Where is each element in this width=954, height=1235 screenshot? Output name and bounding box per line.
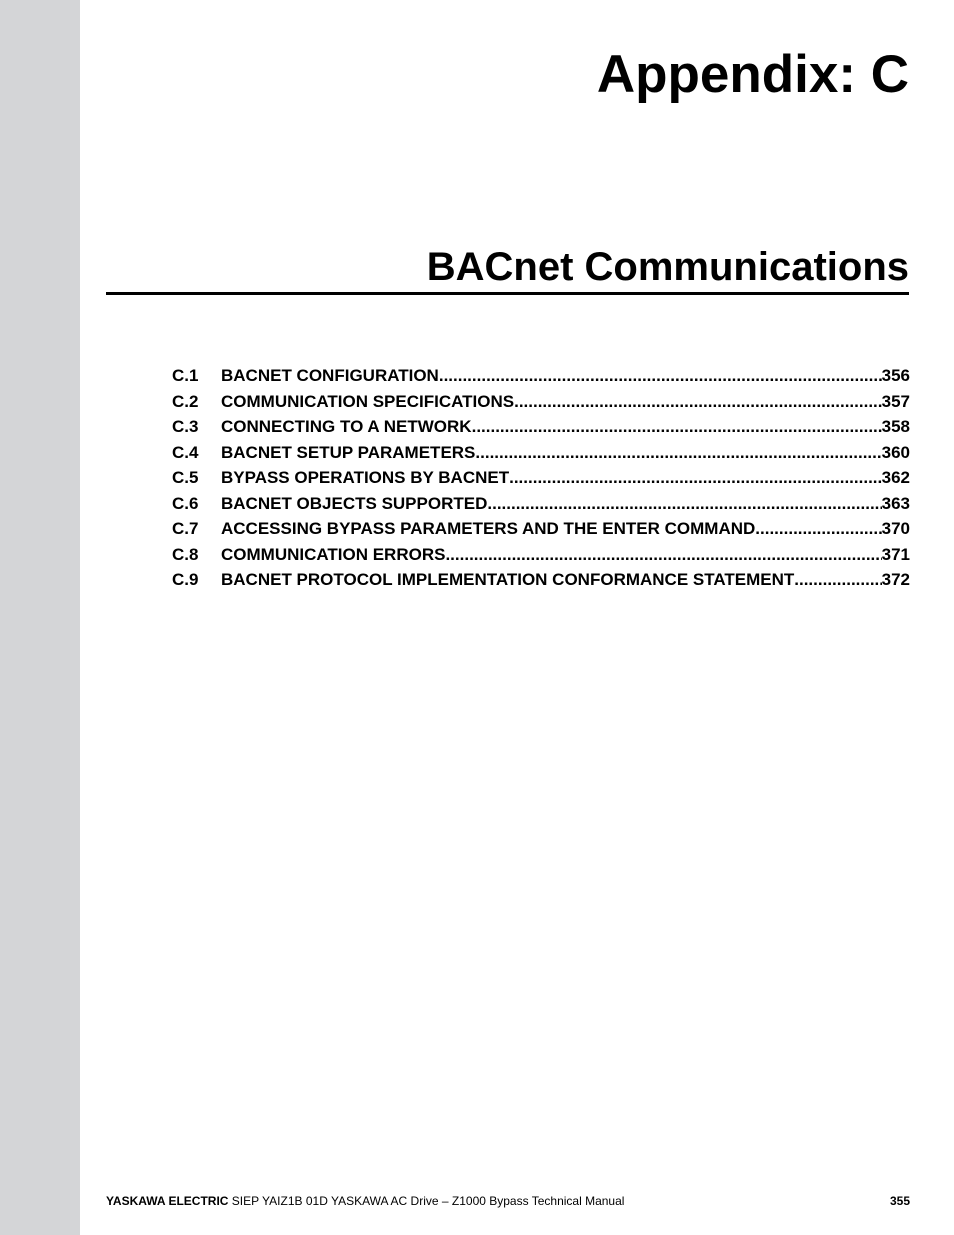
toc-dot-leader [514,389,882,415]
toc-entry-c2[interactable] [172,389,910,415]
toc-entry-number: C.6 [172,493,199,513]
title-rule [106,292,909,295]
toc-entry-c5[interactable] [172,465,910,491]
toc-entry-page: 371 [881,544,910,564]
toc-entry-page: 370 [881,519,910,538]
toc-entry-title: CONNECTING TO A NETWORK [221,417,472,436]
toc-entry-page: 357 [881,391,910,411]
table-of-contents [172,363,910,593]
toc-entry-number: C.8 [172,544,199,564]
toc-entry-page: 356 [881,366,910,385]
toc-entry-page: 358 [881,417,910,436]
footer-brand: YASKAWA ELECTRIC [106,1194,229,1208]
appendix-title: Appendix: C [596,45,909,104]
footer-manual-info [106,1193,624,1209]
side-band [0,0,80,1235]
page-footer [106,1193,910,1209]
footer-page-number: 355 [889,1194,910,1208]
toc-entry-c9[interactable] [172,567,910,593]
toc-entry-number: C.7 [172,519,199,538]
toc-dot-leader [755,516,881,542]
toc-entry-c7[interactable] [172,516,910,542]
toc-dot-leader [794,567,881,593]
toc-entry-title: BACNET CONFIGURATION [221,366,439,385]
toc-entry-number: C.3 [172,417,199,436]
toc-entry-title: COMMUNICATION SPECIFICATIONS [221,391,515,411]
chapter-title: BACnet Communications [426,245,909,289]
toc-dot-leader [472,414,882,440]
toc-entry-title: BACNET PROTOCOL IMPLEMENTATION CONFORMANCE STATEMENT [221,570,795,589]
toc-entry-page: 362 [881,468,910,487]
toc-dot-leader [487,491,881,517]
toc-entry-title: BYPASS OPERATIONS BY BACNET [221,468,510,487]
toc-entry-number: C.2 [172,391,199,411]
footer-manual-title: SIEP YAIZ1B 01D YASKAWA AC Drive – Z1000 Bypass Technical Manual [228,1194,625,1208]
toc-dot-leader [509,465,882,491]
toc-dot-leader [445,542,881,568]
toc-entry-number: C.5 [172,468,199,487]
toc-dot-leader [475,440,881,466]
toc-entry-c1[interactable] [172,363,910,389]
toc-entry-page: 360 [881,442,910,462]
toc-entry-title: COMMUNICATION ERRORS [221,544,446,564]
toc-entry-c3[interactable] [172,414,910,440]
toc-entry-title: BACNET SETUP PARAMETERS [221,442,476,462]
toc-entry-c6[interactable] [172,491,910,517]
toc-entry-title: ACCESSING BYPASS PARAMETERS AND THE ENTER COMMAND [221,519,756,538]
toc-entry-number: C.9 [172,570,199,589]
toc-entry-c8[interactable] [172,542,910,568]
toc-dot-leader [439,363,882,389]
toc-entry-c4[interactable] [172,440,910,466]
toc-entry-page: 363 [881,493,910,513]
toc-entry-page: 372 [881,570,910,589]
toc-entry-title: BACNET OBJECTS SUPPORTED [221,493,488,513]
toc-entry-number: C.4 [172,442,199,462]
toc-entry-number: C.1 [172,366,199,385]
